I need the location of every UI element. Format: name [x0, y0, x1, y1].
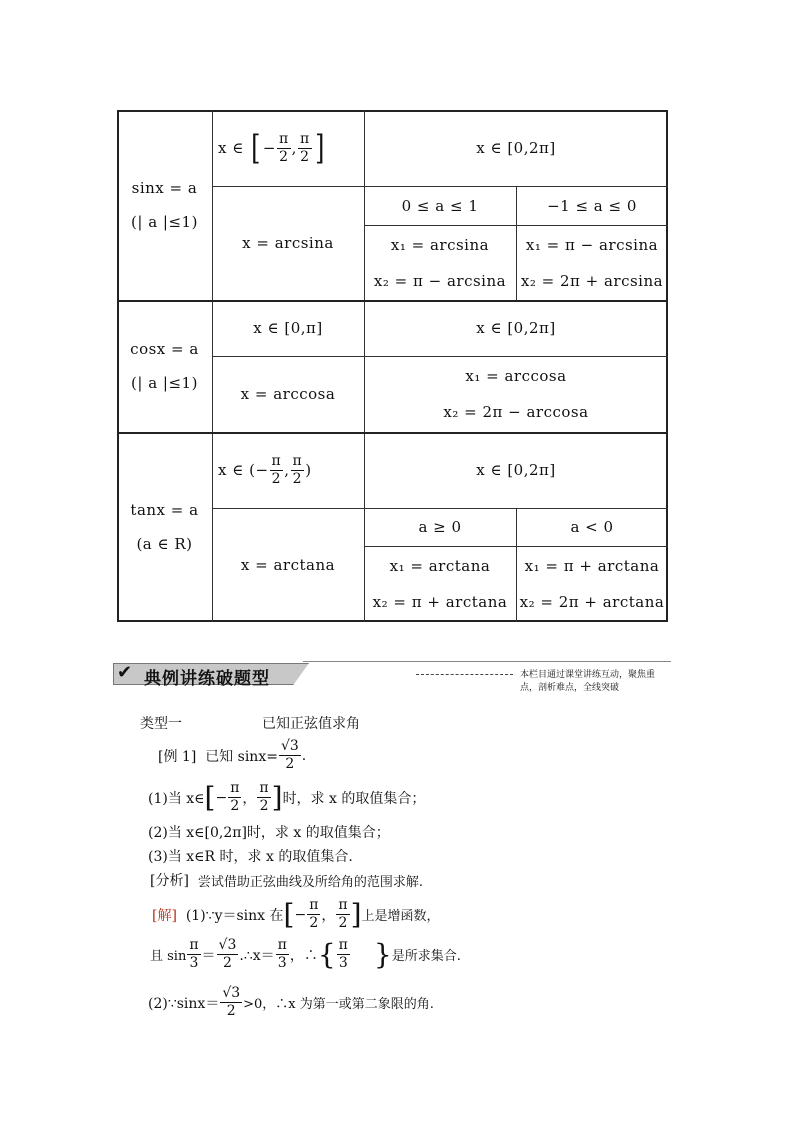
tan-range-full: x ∈ [0,2π]	[476, 461, 556, 479]
question-2: (2)当 x∈[0,2π]时，求 x 的取值集合；	[148, 825, 390, 841]
numerator: π	[230, 780, 240, 796]
solution-x1: x₁ = arcsina	[390, 235, 490, 254]
denominator: 2	[226, 1003, 236, 1019]
denominator: 2	[223, 955, 232, 971]
fraction	[291, 453, 305, 488]
tan-principal-solution: x = arctana	[240, 556, 336, 574]
sin-condition: (| a |≤1)	[131, 213, 198, 231]
range-prefix: x ∈ (	[218, 461, 256, 479]
denominator: 2	[279, 148, 289, 165]
fraction	[276, 937, 289, 972]
sin-case-b: −1 ≤ a ≤ 0	[547, 196, 637, 215]
numerator: π	[259, 780, 269, 796]
example-text: 已知 sinx=	[205, 748, 278, 765]
cos-condition: (| a |≤1)	[131, 374, 198, 392]
cos-equation: cosx = a	[130, 340, 199, 358]
separator: ，	[321, 907, 336, 924]
banner-title: 典例讲练破题型	[144, 669, 270, 689]
fraction	[220, 985, 242, 1020]
separator: ，	[242, 790, 257, 807]
analysis-text: 尝试借助正弦曲线及所给角的范围求解.	[197, 874, 423, 890]
bracket-left: [	[283, 897, 295, 931]
solution-x1: x₁ = arccosa	[465, 367, 567, 385]
fraction	[228, 780, 241, 815]
brace-left: {	[317, 937, 336, 971]
numerator: π	[189, 937, 199, 953]
fraction	[270, 453, 284, 488]
type-title: 已知正弦值求角	[262, 716, 360, 732]
sin-equation: sinx = a	[131, 179, 198, 197]
tan-case-b-solutions	[516, 546, 668, 622]
numerator: π	[278, 130, 289, 147]
fraction	[336, 897, 349, 932]
fraction	[187, 937, 200, 972]
paren-right: )	[305, 461, 312, 479]
banner-rule	[303, 661, 671, 662]
question-1	[148, 780, 425, 815]
fraction	[279, 738, 301, 773]
denominator: 2	[259, 798, 269, 814]
solution-line-2	[150, 937, 461, 972]
tan-equation: tanx = a	[130, 501, 199, 519]
denominator: 2	[292, 470, 303, 487]
bracket-left: [	[204, 780, 216, 814]
numerator: π	[299, 130, 310, 147]
denominator: 3	[277, 955, 287, 971]
tan-range-restricted	[212, 432, 370, 508]
sin-case-b-solutions	[516, 225, 668, 300]
denominator: 2	[338, 915, 348, 931]
bracket-right: ]	[271, 780, 283, 814]
denominator: 3	[338, 955, 348, 971]
bracket-right: ]	[350, 897, 362, 931]
tan-condition: (a ∈ R)	[136, 535, 193, 553]
denominator: 2	[285, 756, 295, 772]
analysis-label: [分析]	[150, 873, 189, 889]
range-prefix: x ∈	[218, 139, 244, 157]
solution-text: 且 sin	[150, 949, 187, 964]
brace-right: }	[373, 937, 392, 971]
example-statement	[158, 738, 306, 773]
fraction	[277, 131, 291, 166]
minus-sign: −	[255, 461, 269, 479]
denominator: 2	[309, 915, 319, 931]
cos-range-full: x ∈ [0,2π]	[476, 319, 556, 337]
period: .	[301, 747, 307, 764]
sin-principal-solution: x = arcsina	[242, 234, 334, 252]
fraction	[217, 937, 239, 972]
example-label: [例 1]	[158, 748, 197, 765]
denominator: 2	[271, 470, 282, 487]
solution-text: ，∴	[289, 947, 318, 964]
tan-equation-cell	[117, 432, 212, 622]
fraction	[298, 131, 312, 166]
section-banner	[113, 661, 671, 693]
solution-x1: x₁ = arctana	[389, 557, 491, 575]
banner-dashed-line	[416, 674, 513, 675]
solution-x2: x₂ = π − arcsina	[373, 271, 507, 290]
trig-equation-table	[117, 110, 668, 622]
minus-sign: −	[294, 906, 307, 923]
tan-case-a-solutions	[364, 546, 516, 622]
solution-label: [解]	[152, 907, 177, 924]
type-heading	[140, 713, 360, 733]
solution-line-1	[152, 897, 440, 932]
numerator: π	[338, 937, 348, 953]
denominator: 2	[230, 798, 240, 814]
question-text: (1)当 x∈	[148, 790, 205, 807]
numerator: π	[277, 937, 287, 953]
solution-text: 上是增函数，	[361, 909, 440, 924]
fraction	[337, 937, 350, 972]
numerator: π	[338, 897, 348, 913]
cos-range-restricted: x ∈ [0,π]	[253, 319, 323, 337]
separator: ,	[284, 461, 290, 479]
separator: ,	[291, 139, 297, 157]
solution-x2: x₂ = 2π + arctana	[519, 593, 665, 611]
equals-sign: ＝	[201, 947, 216, 964]
sin-range-full: x ∈ [0,2π]	[476, 139, 556, 157]
numerator: √3	[280, 738, 299, 754]
minus-sign: −	[262, 139, 276, 157]
numerator: π	[309, 897, 319, 913]
cos-principal-solution: x = arccosa	[240, 385, 336, 403]
type-label: 类型一	[140, 716, 182, 732]
sin-range-restricted	[212, 110, 370, 186]
solution-x2: x₂ = 2π − arccosa	[443, 403, 589, 421]
fraction	[307, 897, 320, 932]
denominator: 2	[300, 148, 310, 165]
solution-line-3	[148, 985, 434, 1020]
banner-description: 本栏目通过课堂讲练互动，聚焦重点，剖析难点，全线突破	[520, 670, 656, 693]
numerator: √3	[222, 985, 241, 1001]
numerator: π	[271, 452, 282, 469]
analysis	[150, 870, 423, 890]
cos-solutions	[364, 356, 668, 432]
solution-x1: x₁ = π − arcsina	[525, 235, 659, 254]
tan-case-a: a ≥ 0	[418, 518, 462, 536]
solution-x2: x₂ = π + arctana	[372, 593, 508, 611]
tan-case-b: a < 0	[570, 518, 614, 536]
question-3: (3)当 x∈R 时，求 x 的取值集合.	[148, 849, 353, 865]
solution-text: .∴x＝	[239, 947, 275, 964]
bracket-right: ]	[314, 128, 325, 168]
numerator: √3	[218, 937, 237, 953]
question-text: 时，求 x 的取值集合；	[282, 790, 426, 807]
minus-sign: −	[215, 789, 228, 806]
sin-case-a: 0 ≤ a ≤ 1	[401, 196, 479, 215]
solution-x1: x₁ = π + arctana	[524, 557, 660, 575]
solution-x2: x₂ = 2π + arcsina	[520, 271, 664, 290]
cos-equation-cell	[117, 300, 212, 432]
bracket-left: [	[251, 128, 261, 168]
fraction	[257, 780, 270, 815]
denominator: 3	[189, 955, 199, 971]
solution-text: (2)∵sinx＝	[148, 995, 220, 1012]
checkmark-icon: ✔	[117, 662, 133, 683]
solution-text: >0，∴x 为第一或第二象限的角.	[243, 997, 434, 1012]
solution-text: (1)∵y＝sinx 在	[185, 907, 284, 924]
numerator: π	[292, 452, 303, 469]
sin-case-a-solutions	[364, 225, 516, 300]
solution-text: 是所求集合.	[391, 949, 461, 964]
sin-equation-cell	[117, 110, 212, 300]
